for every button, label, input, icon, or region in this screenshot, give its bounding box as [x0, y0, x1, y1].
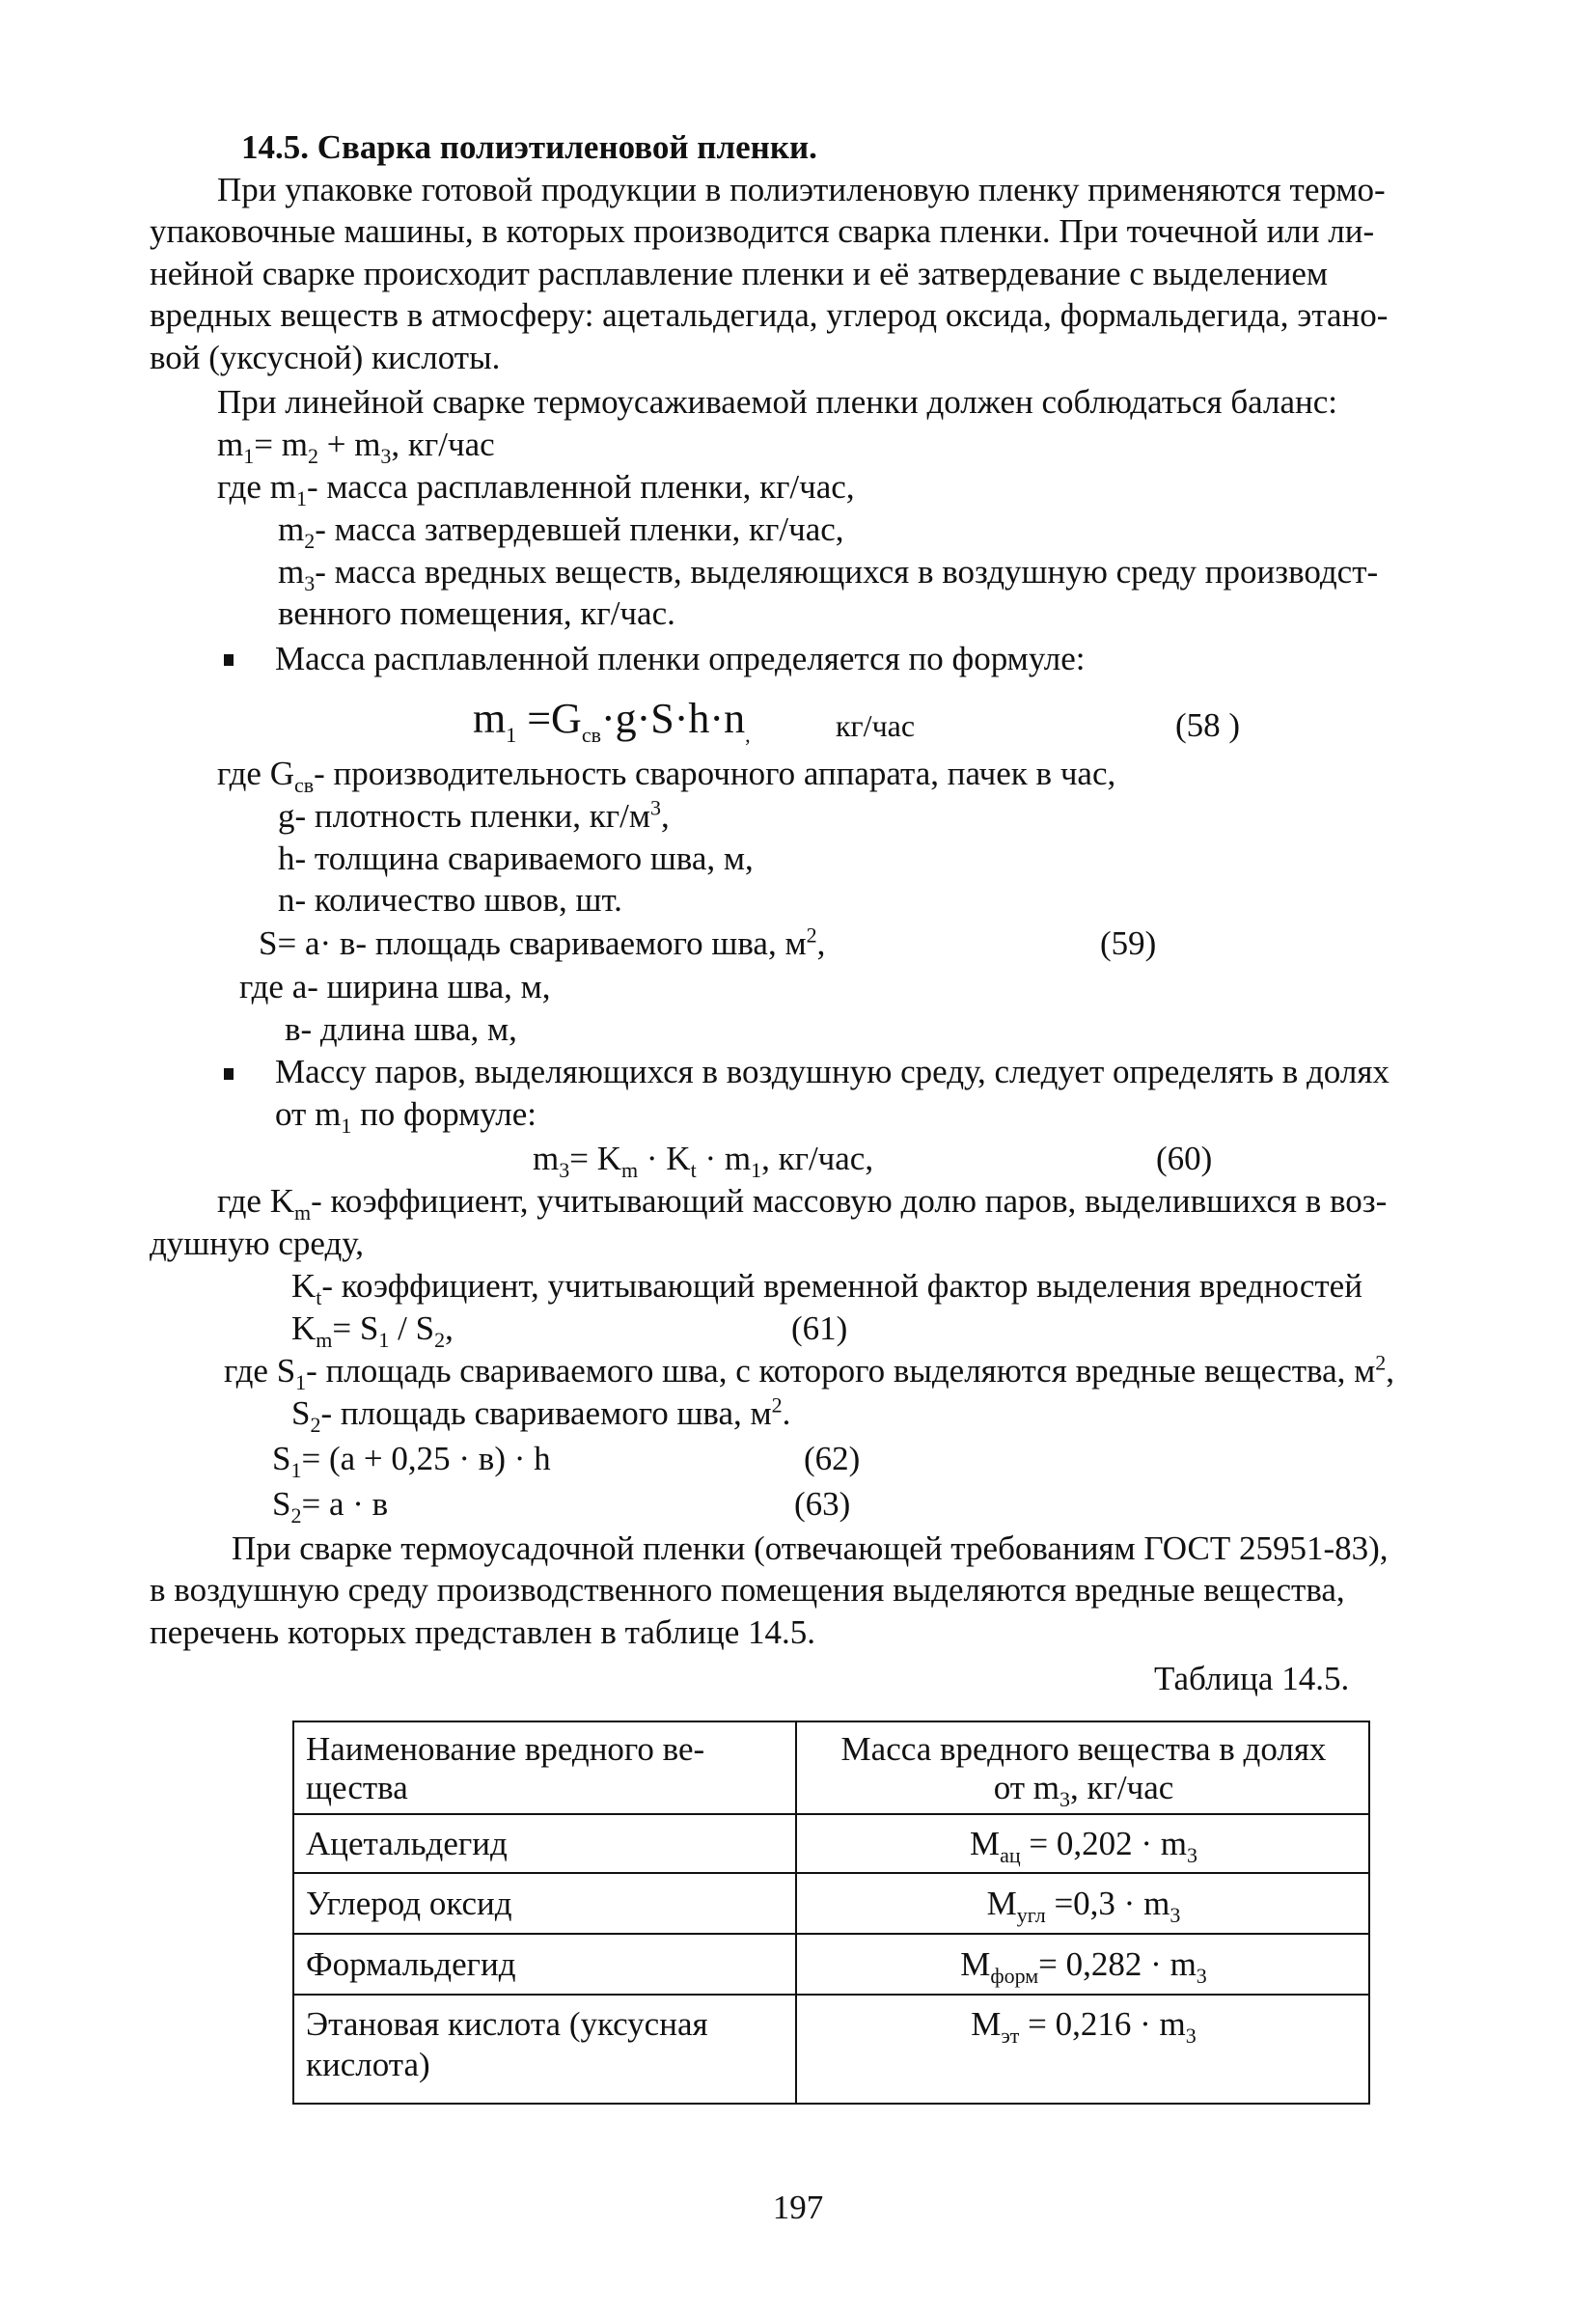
table-row-3-value: $M_{форм}= 0,282 \cdot m_3$	[960, 1945, 1207, 1988]
formula-62-number: (62)	[804, 1440, 861, 1477]
table-row-2-value: $M_{угл} =0,3 \cdot m_3$	[986, 1885, 1181, 1927]
table-row-1-name: Ацетальдегид	[306, 1825, 508, 1862]
bullet-marker-1	[224, 654, 234, 666]
def-m1: где $m_1-$ масса расплавленной пленки, кг/час,	[217, 468, 855, 510]
table-row-1-value: $M_{ац} = 0,202 \cdot m_3$	[969, 1825, 1198, 1867]
def-s2: $S_2-$ площадь свариваемого шва, $м^2$.	[291, 1392, 791, 1437]
table-row-3-name: Формальдегид	[306, 1945, 516, 1983]
table-row-divider	[294, 1933, 1368, 1935]
def-km: где $K_m-$ коэффициент, учитывающий массовую долю паров, выделившихся в воз-	[217, 1182, 1388, 1225]
formula-61-number: (61)	[791, 1309, 848, 1347]
formula-59-number: (59)	[1100, 924, 1157, 962]
formula-58-unit: кг/час	[836, 708, 916, 743]
substances-table	[292, 1721, 1370, 2105]
intro-line-4: вредных веществ в атмосферу: ацетальдегида, углерод оксида, формальдегида, этано-	[150, 296, 1389, 334]
def-s1: где $S_1-$ площадь свариваемого шва, с которого выделяются вредные вещества, $м^2$,	[224, 1350, 1395, 1394]
bullet-1-text: Масса расплавленной пленки определяется по формуле:	[275, 640, 1086, 677]
header-left-line-2: щества	[306, 1769, 408, 1806]
intro-line-1: При упаковке готовой продукции в полиэтиленовую пленку применяются термо-	[217, 171, 1386, 208]
table-caption: Таблица 14.5.	[1154, 1660, 1350, 1697]
formula-62: $S_1= (a + 0,25 \cdot в) \cdot h$	[272, 1440, 551, 1482]
formula-59: S= a· в- площадь свариваемого шва, $м^2$,	[259, 922, 826, 962]
formula-58-number: (58 )	[1175, 706, 1241, 744]
formula-63: $S_2= a \cdot в$	[272, 1485, 389, 1528]
table-row-divider	[294, 1994, 1368, 1996]
header-right-line-2: от $m_3$, кг/час	[993, 1769, 1174, 1811]
bullet-2-line-1: Массу паров, выделяющихся в воздушную среду, следует определять в долях	[275, 1053, 1390, 1090]
section-heading: 14.5. Сварка полиэтиленовой пленки.	[241, 128, 817, 166]
table-row-divider	[294, 1872, 1368, 1874]
bullet-2-line-2: от $m_1$ по формуле:	[275, 1095, 537, 1138]
intro-line-3: нейной сварке происходит расплавление пленки и её затвердевание с выделением	[150, 255, 1329, 292]
table-row-divider	[294, 1813, 1368, 1815]
header-left-line-1: Наименование вредного ве-	[306, 1730, 705, 1768]
table-row-2-name: Углерод оксид	[306, 1885, 512, 1922]
table-row-4-name-line-1: Этановая кислота (уксусная	[306, 2005, 708, 2043]
def-m2: $m_2-$ масса затвердевшей пленки, кг/час,	[278, 510, 844, 553]
formula-60: $m_3= K_m \cdot K_t \cdot m_1$, кг/час,	[533, 1140, 874, 1182]
formula-61: $K_m= S_1 / S_2$,	[291, 1309, 454, 1352]
intro-line-6: При линейной сварке термоусаживаемой пленки должен соблюдаться баланс:	[217, 383, 1338, 421]
def-gcv: где $G_{св}-$ производительность сварочного аппарата, пачек в час,	[217, 755, 1116, 797]
page-number: 197	[772, 2189, 824, 2226]
bullet-marker-2	[224, 1068, 234, 1080]
table-row-4-value: $M_{эт} = 0,216 \cdot m_3$	[971, 2005, 1197, 2048]
def-kt: $K_t-$ коэффициент, учитывающий временной фактор выделения вредностей	[291, 1267, 1362, 1309]
def-g: g- плотность пленки, $кг/м^3$,	[278, 795, 670, 835]
def-h: h- толщина свариваемого шва, м,	[278, 840, 754, 877]
closing-line-3: перечень которых представлен в таблице 14.5.	[150, 1613, 816, 1651]
formula-63-number: (63)	[794, 1485, 851, 1523]
def-a: где а- ширина шва, м,	[239, 968, 551, 1005]
formula-58: $m_1 =G_{св}\cdot g\cdot S\cdot h\cdot n_,$	[473, 695, 751, 747]
formula-60-number: (60)	[1156, 1140, 1213, 1177]
def-m3-cont: венного помещения, кг/час.	[278, 594, 675, 632]
closing-line-2: в воздушную среду производственного помещения выделяются вредные вещества,	[150, 1571, 1345, 1609]
closing-line-1: При сварке термоусадочной пленки (отвечающей требованиям ГОСТ 25951-83),	[232, 1529, 1389, 1567]
header-right-line-1: Масса вредного вещества в долях	[840, 1730, 1327, 1768]
intro-line-5: вой (уксусной) кислоты.	[150, 339, 501, 376]
def-km-cont: душную среду,	[150, 1225, 365, 1262]
def-n: n- количество швов, шт.	[278, 881, 622, 919]
intro-line-2: упаковочные машины, в которых производится сварка пленки. При точечной или ли-	[150, 212, 1375, 250]
table-row-4-name-line-2: кислота)	[306, 2046, 430, 2083]
def-v: в- длина шва, м,	[285, 1010, 517, 1048]
def-m3: $m_3-$ масса вредных веществ, выделяющихся в воздушную среду производст-	[278, 553, 1379, 595]
balance-equation: $m_1= m_2 + m_3$, кг/час	[217, 426, 495, 468]
